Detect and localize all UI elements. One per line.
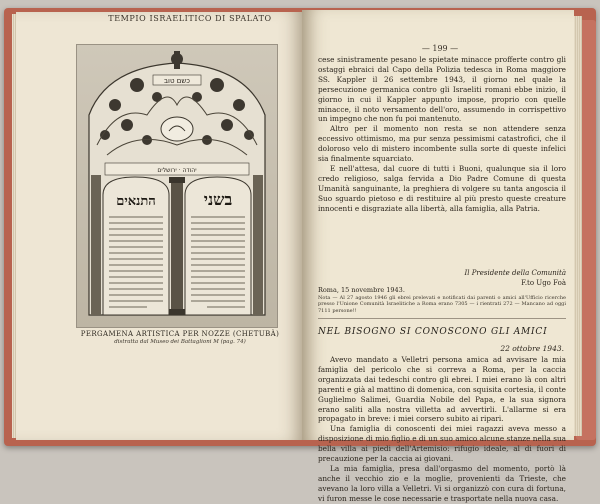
section-date: 22 ottobre 1943. bbox=[500, 344, 564, 353]
paragraph-2 bbox=[318, 124, 566, 164]
plate-hebrew-top: כשם טוב bbox=[163, 77, 191, 85]
letter-date: Roma, 15 novembre 1943. bbox=[318, 286, 405, 294]
signature-title: Il Presidente della Comunità bbox=[464, 269, 566, 277]
plate-hebrew-left: התנאים bbox=[116, 194, 156, 209]
ketubah-plate bbox=[76, 44, 278, 328]
paragraph-4-text: Avevo mandato a Velletri persona amica ad avvisare la mia famiglia del pericolo che si correva a Roma, per la caccia organizzata dai tedeschi contro gli ebrei. I miei erano là con altri parenti e già al mattino di domenica, con squisita cortesia, il conte Guglielmo Salimei, Guardia Nobile del Papa, e la sua signora erano saliti alla nostra villetta ad avvertirli. L'allarme si era propagato in breve: i miei corsero subito ai ripari. bbox=[318, 355, 566, 424]
plate-caption: PERGAMENA ARTISTICA PER NOZZE (CHETUBÀ) bbox=[80, 330, 280, 338]
section-body bbox=[318, 355, 566, 503]
section-divider bbox=[318, 318, 566, 319]
paragraph-3-text: E nell'attesa, dal cuore di tutti i Buoni, qualunque sia il loro credo religioso, salga fervida a Dio Padre Comune di questa Umanità sanguinante, la preghiera di volgere su tanta angoscia il Suo sguardo pietoso e di restituire al più presto queste creature innocenti e disgraziate alla libertà, alla famiglia, alla Patria. bbox=[318, 164, 566, 213]
plate-caption-sub: distratta dal Museo dei Battaglioni M (pag. 74) bbox=[114, 339, 246, 345]
section-title: NEL BISOGNO SI CONOSCONO GLI AMICI bbox=[318, 327, 548, 337]
plate-hebrew-right: בשני bbox=[203, 190, 233, 209]
paragraph-1-text: cese sinistramente pesano le spietate minacce profferte contro gli ostaggi ebraici dal Capo della Polizia tedesca in Roma maggiore SS. Kappler il 26 settembre 1943, il giorno nel quale la persecuzione germanica contro gli Israeliti romani ebbe inizio, il giorno in cui il Kappler appunto impose, proprio con quelle minacce, il noto versamento dell'oro, assumendo in corrispettivo un impegno che non fu poi mantenuto. bbox=[318, 55, 566, 124]
plate-hebrew-band: יהודה · ירושלים bbox=[157, 167, 197, 174]
paragraph-6-text: La mia famiglia, presa dall'orgasmo del momento, portò là anche il vecchio zio e la moglie, provenienti da Trieste, che avevano la loro villa a Velletri. Vi si organizzò con cura di fortuna, vi furon messe le cose necessarie e trasportate nella nuova casa. bbox=[318, 463, 566, 503]
signature-name: F.to Ugo Foà bbox=[521, 279, 566, 287]
paragraph-1 bbox=[318, 55, 566, 124]
ketubah-illustration bbox=[77, 45, 277, 327]
page-number: — 199 — bbox=[421, 44, 459, 53]
paragraph-5-text: Una famiglia di conoscenti dei miei ragazzi aveva messo a disposizione di mio figlio e di un suo amico alcune stanze nella sua bella villa ai piedi dell'Artemisio: rifugio ideale, al di fuori di precauzione per la caccia ai giovani. bbox=[318, 424, 566, 464]
running-head: TEMPIO ISRAELITICO DI SPALATO bbox=[108, 14, 272, 23]
footnote: Nota — Al 27 agosto 1946 gli ebrei prelevati e notificati dai parenti o amici all'Ufficio ricerche presso l'Unione Comunità Israelitiche a Roma erano 7305 — i rientrati 272 — Mancano ad oggi 7111 persone!! bbox=[318, 295, 566, 314]
paragraph-2-text: Altro per il momento non resta se non attendere senza eccessivo ottimismo, ma pur senza pessimismi catastrofici, che il doloroso velo di mistero incombente sulla sorte di queste infelici sia finalmente squarciato. bbox=[318, 124, 566, 163]
paragraph-3 bbox=[318, 164, 566, 214]
